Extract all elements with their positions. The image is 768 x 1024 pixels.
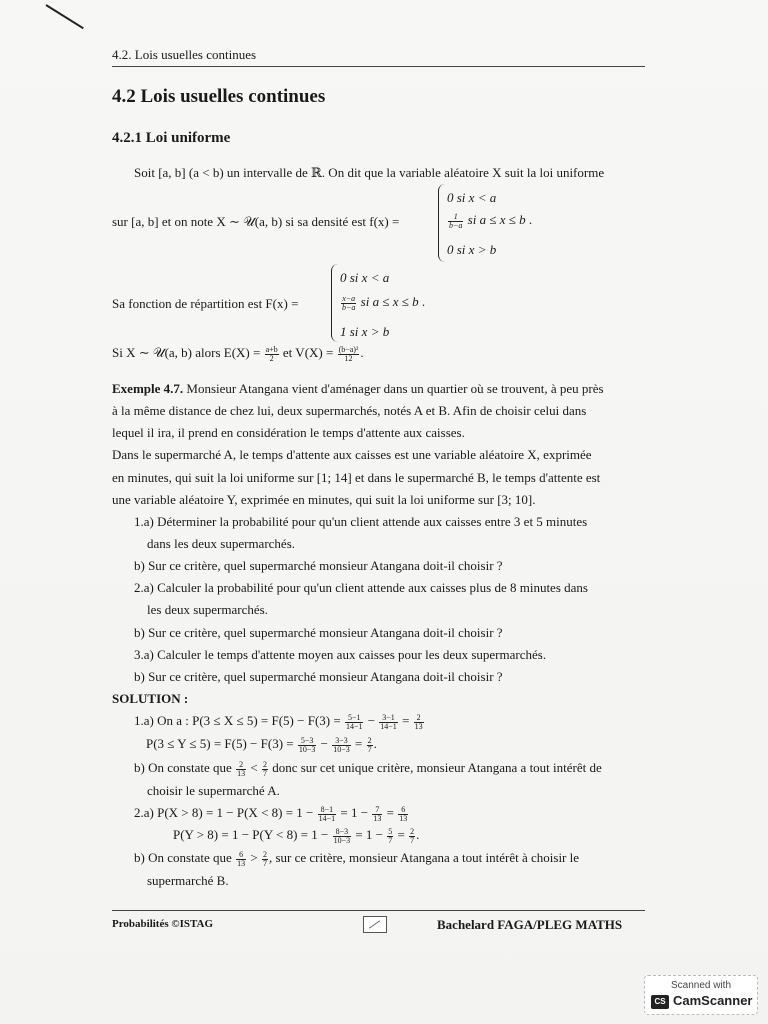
density-lead: sur [a, b] et on note X ∼ 𝒰(a, b) si sa densité est f(x) = <box>112 214 400 229</box>
example-label: Exemple 4.7. <box>112 381 184 396</box>
density-case-1: 0 si x < a <box>447 190 497 205</box>
question-1a: 1.a) Déterminer la probabilité pour qu'un client attende aux caisses entre 3 et 5 minutes <box>134 514 588 529</box>
density-brace <box>438 184 445 262</box>
solution-label: SOLUTION : <box>112 691 189 706</box>
question-1b: b) Sur ce critère, quel supermarché monsieur Atangana doit-il choisir ? <box>134 558 503 573</box>
running-header: 4.2. Lois usuelles continues <box>112 47 257 62</box>
question-2a: 2.a) Calculer la probabilité pour qu'un client attende aux caisses plus de 8 minutes dans <box>134 580 588 595</box>
camscanner-logo-icon: CS <box>651 995 669 1009</box>
question-3b: b) Sur ce critère, quel supermarché monsieur Atangana doit-il choisir ? <box>134 669 503 684</box>
cdf-brace <box>331 264 338 342</box>
solution-1a-line-2: P(3 ≤ Y ≤ 5) = F(5) − F(3) = $\frac{5-3}{10-3}$ − $\frac{3-3}{10-3}$ = $\frac{2}{7}$ . <box>146 735 377 754</box>
footer-left: Probabilités ©ISTAG <box>112 918 214 930</box>
camscanner-watermark <box>644 975 758 1015</box>
section-title: 4.2 Lois usuelles continues <box>112 86 326 107</box>
question-2a-cont: les deux supermarchés. <box>147 602 268 617</box>
density-fraction: $\frac{1}{b-a}$ <box>449 211 463 230</box>
example-line-3: lequel il ira, il prend en considération le temps d'attente aux caisses. <box>112 425 465 440</box>
scan-corner-mark <box>45 4 83 29</box>
scanned-with-text: Scanned with <box>670 980 732 991</box>
solution-1b: b) On constate que $\frac{2}{13}$ < $\frac{2}{7}$ donc sur cet unique critère, monsieur Atangana a tout intérêt de <box>134 759 602 778</box>
moments-line: Si X ∼ 𝒰(a, b) alors E(X) = $\frac{a+b}{2}$ et V(X) = $\frac{\text{(b−a)²}}{12}$ . <box>112 344 364 363</box>
header-rule <box>112 66 645 67</box>
footer-logo-icon <box>363 916 387 933</box>
question-1a-cont: dans les deux supermarchés. <box>147 536 296 551</box>
cdf-lead: Sa fonction de répartition est F(x) = <box>112 296 299 311</box>
example-line-4: Dans le supermarché A, le temps d'attente aux caisses est une variable aléatoire X, exprimée <box>112 447 592 462</box>
footer-right: Bachelard FAGA/PLEG MATHS <box>437 917 623 932</box>
density-case-3: 0 si x > b <box>447 242 497 257</box>
density-case-2: $\frac{1}{b-a}$ si a ≤ x ≤ b . <box>449 211 533 230</box>
cdf-case-1: 0 si x < a <box>340 270 390 285</box>
solution-2a-line-1: 2.a) P(X > 8) = 1 − P(X < 8) = 1 − $\frac{8-1}{14-1}$ = 1 − $\frac{7}{13}$ = $\frac{6}{13}$ <box>134 804 408 823</box>
solution-1b-cont: choisir le supermarché A. <box>147 783 280 798</box>
uniform-intro: Soit [a, b] (a < b) un intervalle de ℝ. On dit que la variable aléatoire X suit la loi uniforme <box>134 165 605 180</box>
question-3a: 3.a) Calculer le temps d'attente moyen aux caisses pour les deux supermarchés. <box>134 647 547 662</box>
footer-rule <box>112 910 645 911</box>
question-2b: b) Sur ce critère, quel supermarché monsieur Atangana doit-il choisir ? <box>134 625 503 640</box>
camscanner-brand: CamScanner <box>673 993 753 1008</box>
example-line-1: Exemple 4.7. Monsieur Atangana vient d'aménager dans un quartier où se trouvent, à peu près <box>112 381 604 396</box>
solution-2a-line-2: P(Y > 8) = 1 − P(Y < 8) = 1 − $\frac{8-3}{10-3}$ = 1 − $\frac{5}{7}$ = $\frac{2}{7}$ . <box>173 826 420 845</box>
mean-fraction: $\frac{a+b}{2}$ <box>265 344 278 363</box>
cdf-fraction: $\frac{x-a}{b-a}$ <box>342 293 356 312</box>
cdf-case-3: 1 si x > b <box>340 324 390 339</box>
solution-1a-line-1: 1.a) On a : P(3 ≤ X ≤ 5) = F(5) − F(3) = $\frac{5-1}{14-1}$ − $\frac{3-1}{14-1}$ = $\frac{2}{13}$ <box>134 712 423 731</box>
solution-2b: b) On constate que $\frac{6}{13}$ > $\frac{2}{7}$ , sur ce critère, monsieur Atangana a tout intérêt à choisir le <box>134 849 580 868</box>
example-line-5: en minutes, qui suit la loi uniforme sur [1; 14] et dans le supermarché B, le temps d'attente est <box>112 470 601 485</box>
example-line-6: une variable aléatoire Y, exprimée en minutes, qui suit la loi uniforme sur [3; 10]. <box>112 492 536 507</box>
cdf-case-2: $\frac{x-a}{b-a}$ si a ≤ x ≤ b . <box>342 293 426 312</box>
variance-fraction: $\frac{\text{(b−a)²}}{12}$ <box>338 344 359 363</box>
example-line-2: à la même distance de chez lui, deux supermarchés, notés A et B. Afin de choisir celui dans <box>112 403 587 418</box>
solution-2b-cont: supermarché B. <box>147 873 229 888</box>
subsection-title: 4.2.1 Loi uniforme <box>112 130 231 146</box>
